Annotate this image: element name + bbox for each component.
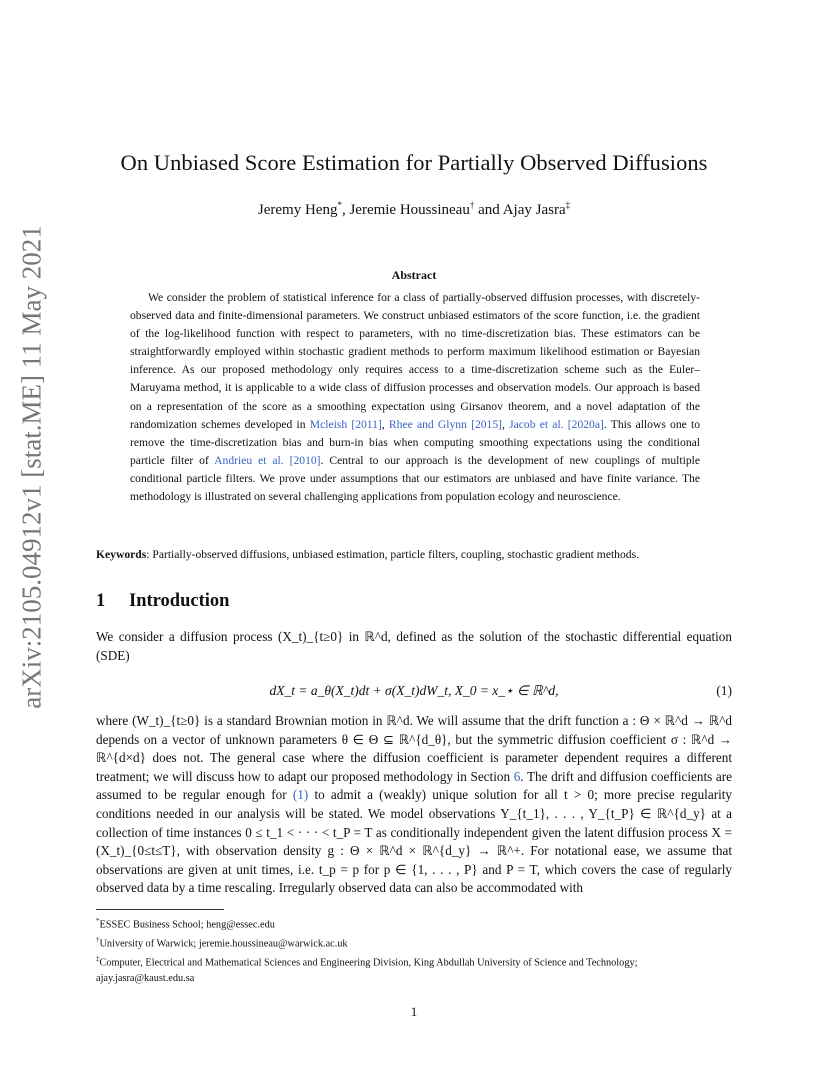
intro-paragraph: We consider a diffusion process (X_t)_{t≥0} in ℝ^d, defined as the solution of the stochastic differential equation (SDE) [96, 629, 732, 663]
author-list: Jeremy Heng*, Jeremie Houssineau† and Ajay Jasra‡ [257, 200, 571, 218]
footnote [96, 952, 732, 987]
author-conjunction: and [478, 202, 500, 218]
section-reference-link[interactable]: 6 [513, 768, 521, 784]
page-number: 1 [410, 1004, 418, 1019]
citation-link[interactable]: Andrieu et al. [2010] [214, 453, 321, 467]
footnote-mark[interactable]: * [337, 200, 342, 210]
section-title: Introduction [129, 591, 230, 611]
footnote-mark: * [96, 917, 100, 925]
abstract-text: . Central to our approach is the development of new couplings of multiple conditional particle filters. We prove under assumptions that our estimators are unbiased and have finite variance. The methodology is illustrated on several challenging applications from population ecology and neuroscience. [130, 453, 700, 504]
footnote-text: University of Warwick; jeremie.houssineau@warwick.ac.uk [99, 938, 348, 950]
author-name: Ajay Jasra [502, 202, 566, 218]
citation-link[interactable]: Jacob et al. [2020a] [509, 417, 604, 431]
keywords-line [96, 548, 736, 561]
paragraph-text: . The drift and diffusion coefficients are assumed to be regular enough for [96, 768, 733, 803]
footnote [96, 933, 732, 952]
author-name: Jeremy Heng [257, 202, 338, 218]
abstract-text: . This allows one to remove the time-discretization bias and burn-in bias when computing smoothing expectations using the conditional particle filter of [130, 417, 701, 467]
section-heading [96, 591, 229, 612]
equation-formula: dX_t = a_θ(X_t)dt + σ(X_t)dW_t, X_0 = x_⋆ ∈ ℝ^d, [269, 683, 559, 698]
footnote-text: Computer, Electrical and Mathematical Sciences and Engineering Division, King Abdullah University of Science and Technology; ajay.jasra@kaust.edu.sa [96, 957, 638, 985]
display-equation [96, 683, 732, 703]
paragraph-text: to admit a (weakly) unique solution for all t > 0; more precise regularity conditions needed in our analysis will be stated. We model observations Y_{t_1}, . . . , Y_{t_P} ∈ ℝ^{d_y} at a collection of time instances 0 ≤ t_1 < · · · < t_P = T as conditionally independent given the latent diffusion process X = (X_t)_{0≤t≤T}, with observation density g : Θ × ℝ^d × ℝ^{d_y} → ℝ^+. For notational ease, we assume that observations are given at unit times, i.e. t_p = p for p ∈ {1, . . . , P} and P = T, which covers the case of regularly observed data by a time rescaling. Irregularly observed data can also be accommodated with [96, 787, 733, 896]
citation-link[interactable]: Mcleish [2011] [309, 417, 382, 431]
paragraph-text: where (W_t)_{t≥0} is a standard Brownian motion in ℝ^d. We will assume that the drift function a : Θ × ℝ^d → ℝ^d depends on a vector of unknown parameters θ ∈ Θ ⊆ ℝ^{d_θ}, but the symmetric diffusion coefficient σ : ℝ^d → ℝ^{d×d} does not. The general case where the diffusion coefficient is parameter dependent requires a different treatment; we will discuss how to adapt our proposed methodology in Section [96, 713, 732, 784]
separator: , [502, 417, 510, 431]
section-number: 1 [96, 591, 106, 611]
arxiv-identifier-stamp [10, 225, 54, 709]
footnote-mark: † [96, 936, 100, 945]
paper-title: On Unbiased Score Estimation for Partially Observed Diffusions [120, 150, 708, 175]
abstract-body [130, 289, 700, 506]
intro-paragraph [96, 712, 732, 898]
equation-reference-link[interactable]: (1) [292, 787, 309, 803]
keywords-text: : Partially-observed diffusions, unbiased estimation, particle filters, coupling, stochastic gradient methods. [146, 548, 639, 561]
footnote-text: ESSEC Business School; heng@essec.edu [99, 919, 275, 931]
abstract-text: We consider the problem of statistical inference for a class of partially-observed diffusion processes, with discretely-observed data and finite-dimensional parameters. We construct unbiased estimators of the score function, i.e. the gradient of the log-likelihood function with respect to parameters, with no time-discretization bias. These estimators can be straightforwardly employed within stochastic gradient methods to perform maximum likelihood estimation or Bayesian inference. As our proposed methodology only requires access to a time-discretization scheme such as the Euler–Maruyama method, it is applicable to a wide class of diffusion processes and observation models. Our approach is based on a representation of the score as a smoothing expectation using Girsanov theorem, and a novel adaptation of the randomization schemes developed in [130, 291, 700, 431]
citation-link[interactable]: Rhee and Glynn [2015] [388, 417, 503, 431]
footnote-mark: ‡ [96, 955, 100, 964]
keywords-label: Keywords [96, 548, 147, 561]
author-name: Jeremie Houssineau [349, 202, 470, 218]
separator: , [381, 417, 389, 431]
arxiv-identifier-text: arXiv:2105.04912v1 [stat.ME] 11 May 2021 [16, 225, 47, 709]
footnote-mark[interactable]: ‡ [565, 200, 571, 210]
abstract-heading: Abstract [391, 268, 437, 282]
footnote-mark[interactable]: † [469, 200, 475, 210]
footnote [96, 914, 732, 933]
equation-number: (1) [716, 683, 732, 698]
footnote-rule [96, 909, 224, 910]
footnotes [96, 914, 732, 987]
